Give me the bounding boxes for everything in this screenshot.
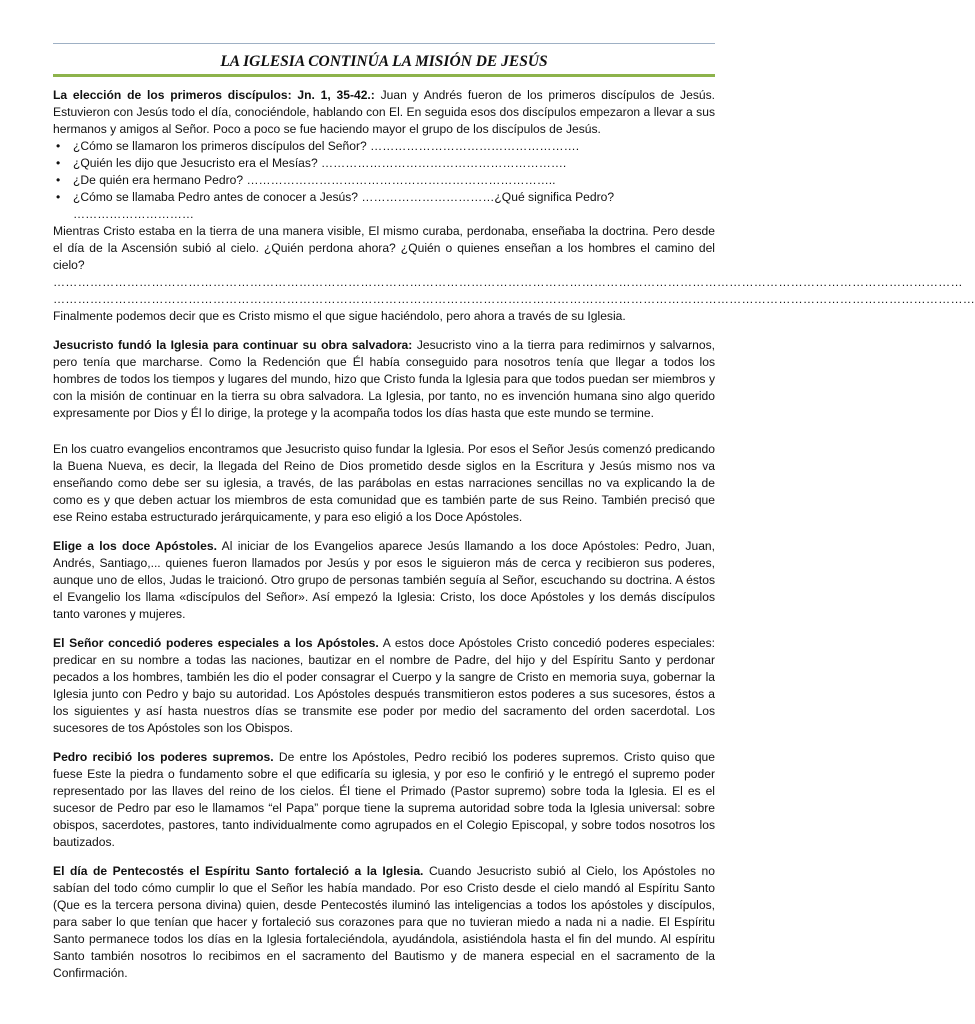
section-text: En los cuatro evangelios encontramos que Jesucristo quiso fundar la Iglesia. Por esos el Señor Jesús comenzó predicando la Buena Nueva, es decir, la llegada del Reino de Dios prometido desde siglos en la Escritura y Jesús mismo nos va enseñando como debe ser su iglesia, a través, de las parábolas en estas narraciones sencillas no va explicando la de como es y que deben actuar los miembros de esta comunidad que es también parte de sus Reino. También precisó que ese Reino estaba estructurado jerárquicamente, y para eso eligió a los Doce Apóstoles. xyxy=(53,442,715,524)
ascension-paragraph: Mientras Cristo estaba en la tierra de una manera visible, El mismo curaba, perdonaba, enseñaba la doctrina. Pero desde el día de la Ascensión subió al cielo. ¿Quién perdona ahora? ¿Quién o quienes enseñan a los hombres el camino del cielo? xyxy=(53,224,715,272)
question-item: • ¿De quién era hermano Pedro? ………………………………………………………………….. xyxy=(53,172,715,189)
section-text: Cuando Jesucristo subió al Cielo, los Apóstoles no sabían del todo cómo cumplir lo que el Señor les había mandado. Por eso Cristo desde el cielo mandó al Espíritu Santo (Que es la tercera persona divina) quien, desde Pentecostés iluminó las inteligencias a todos los apóstoles y discípulos, para saber lo que tenían que hacer y fortaleció sus corazones para que no tuvieran miedo a nada ni a nadie. El Espíritu Santo permanece todos los días en la Iglesia fortaleciéndola, ayudándola, asistiéndola hasta el fin del mundo. Al espíritu Santo también nosotros lo recibimos en el sacramento del Bautismo y de manera especial en el sacramento de la Confirmación. xyxy=(53,864,715,980)
answer-line: …………………………………………………………………………………………………………………………………………………………………………………………………… xyxy=(53,275,963,289)
intro-paragraph xyxy=(53,87,715,138)
section-pentecost xyxy=(53,863,715,982)
header-rule xyxy=(53,43,715,44)
section-text: A estos doce Apóstoles Cristo concedió poderes especiales: predicar en su nombre a todas las naciones, bautizar en el nombre de Padre, del hijo y del Espíritu Santo y perdonar pecados a los hombres, también les dio el poder consagrar el Cuerpo y la sangre de Cristo en memoria suya, gobernar la Iglesia junto con Pedro y bajo su autoridad. Los Apóstoles después transmitieron estos poderes a sus sucesores, éstos a los siguientes y así hasta nuestros días se transmite ese poder por medio del sacramento del orden sacerdotal. Los sucesores de tos Apóstoles son los Obispos. xyxy=(53,636,715,735)
section-founding xyxy=(53,337,715,422)
section-powers xyxy=(53,635,715,737)
answer-line: ……………………………………………………………………………………………………………………………………………………………………………………………………… xyxy=(53,292,975,306)
section-heading: Jesucristo fundó la Iglesia para continuar su obra salvadora: xyxy=(53,338,413,352)
question-item: • ¿Quién les dijo que Jesucristo era el Mesías? ……………………………………………………. xyxy=(53,155,715,172)
closing-paragraph: Finalmente podemos decir que es Cristo mismo el que sigue haciéndolo, pero ahora a través de su Iglesia. xyxy=(53,309,626,323)
section-peter xyxy=(53,749,715,851)
section-text: De entre los Apóstoles, Pedro recibió los poderes supremos. Cristo quiso que fuese Este la piedra o fundamento sobre el que edificaría su iglesia, y por eso le confirió y le entregó el supremo poder representado por las llaves del reino de los cielos. Él tiene el Primado (Pastor supremo) sobre toda la Iglesia. El es el sucesor de Pedro par eso le llamamos “el Papa” porque tiene la suprema autoridad sobre toda la Iglesia universal: sobre obispos, sacerdotes, pastores, tanto individualmente como agrupados en el Colegio Episcopal, y sobre todos nosotros los bautizados. xyxy=(53,750,715,849)
section-heading: El día de Pentecostés el Espíritu Santo fortaleció a la Iglesia. xyxy=(53,864,424,878)
document-body xyxy=(53,87,975,982)
question-item: • ¿Cómo se llamaba Pedro antes de conocer a Jesús? ……………………………¿Qué significa Pedro? ………………………… xyxy=(53,189,715,223)
section-text: Al iniciar de los Evangelios aparece Jesús llamando a los doce Apóstoles: Pedro, Juan, Andrés, Santiago,... quienes fueron llamados por Jesús y por esos le siguieron más de cerca y recibieron sus poderes, aunque uno de ellos, Judas le traicionó. Otro grupo de personas también seguía al Señor, escuchando su doctrina. A éstos el Evangelio los llama «discípulos del Señor». Así empezó la Iglesia: Cristo, los doce Apóstoles y los demás discípulos tanto varones y mujeres. xyxy=(53,539,716,621)
intro-heading: La elección de los primeros discípulos: Jn. 1, 35-42.: xyxy=(53,88,375,102)
intro-text: Juan y Andrés fueron de los primeros discípulos de Jesús. Estuvieron con Jesús todo el día, conociéndole, hablando con El. En seguida esos dos discípulos empezaron a llevar a sus hermanos y amigos al Señor. Poco a poco se fue haciendo mayor el grupo de los discípulos de Jesús. xyxy=(53,88,715,136)
question-item: • ¿Cómo se llamaron los primeros discípulos del Señor? ……………………………………………. xyxy=(53,138,715,155)
section-gospels xyxy=(53,441,715,526)
title-underline xyxy=(53,74,715,77)
section-text: Jesucristo vino a la tierra para redimirnos y salvarnos, pero tenía que marcharse. Como la Redención que Él había conseguido para nosotros tenía que llegar a todos los hombres de todos los tiempos y lugares del mundo, hizo que Cristo funda la Iglesia para que todos puedan ser miembros y con la misión de continuar en la tierra su obra salvadora. La Iglesia, por tanto, no es invención humana sino algo querido expresamente por Dios y Él lo dirige, la protege y la acompaña todos los días hasta que este mundo se termine. xyxy=(53,338,715,420)
section-heading: Pedro recibió los poderes supremos. xyxy=(53,750,274,764)
section-apostles xyxy=(53,538,715,623)
section-heading: El Señor concedió poderes especiales a los Apóstoles. xyxy=(53,636,379,650)
page-title: LA IGLESIA CONTINÚA LA MISIÓN DE JESÚS xyxy=(220,53,548,70)
question-list xyxy=(53,138,715,223)
section-heading: Elige a los doce Apóstoles. xyxy=(53,539,217,553)
